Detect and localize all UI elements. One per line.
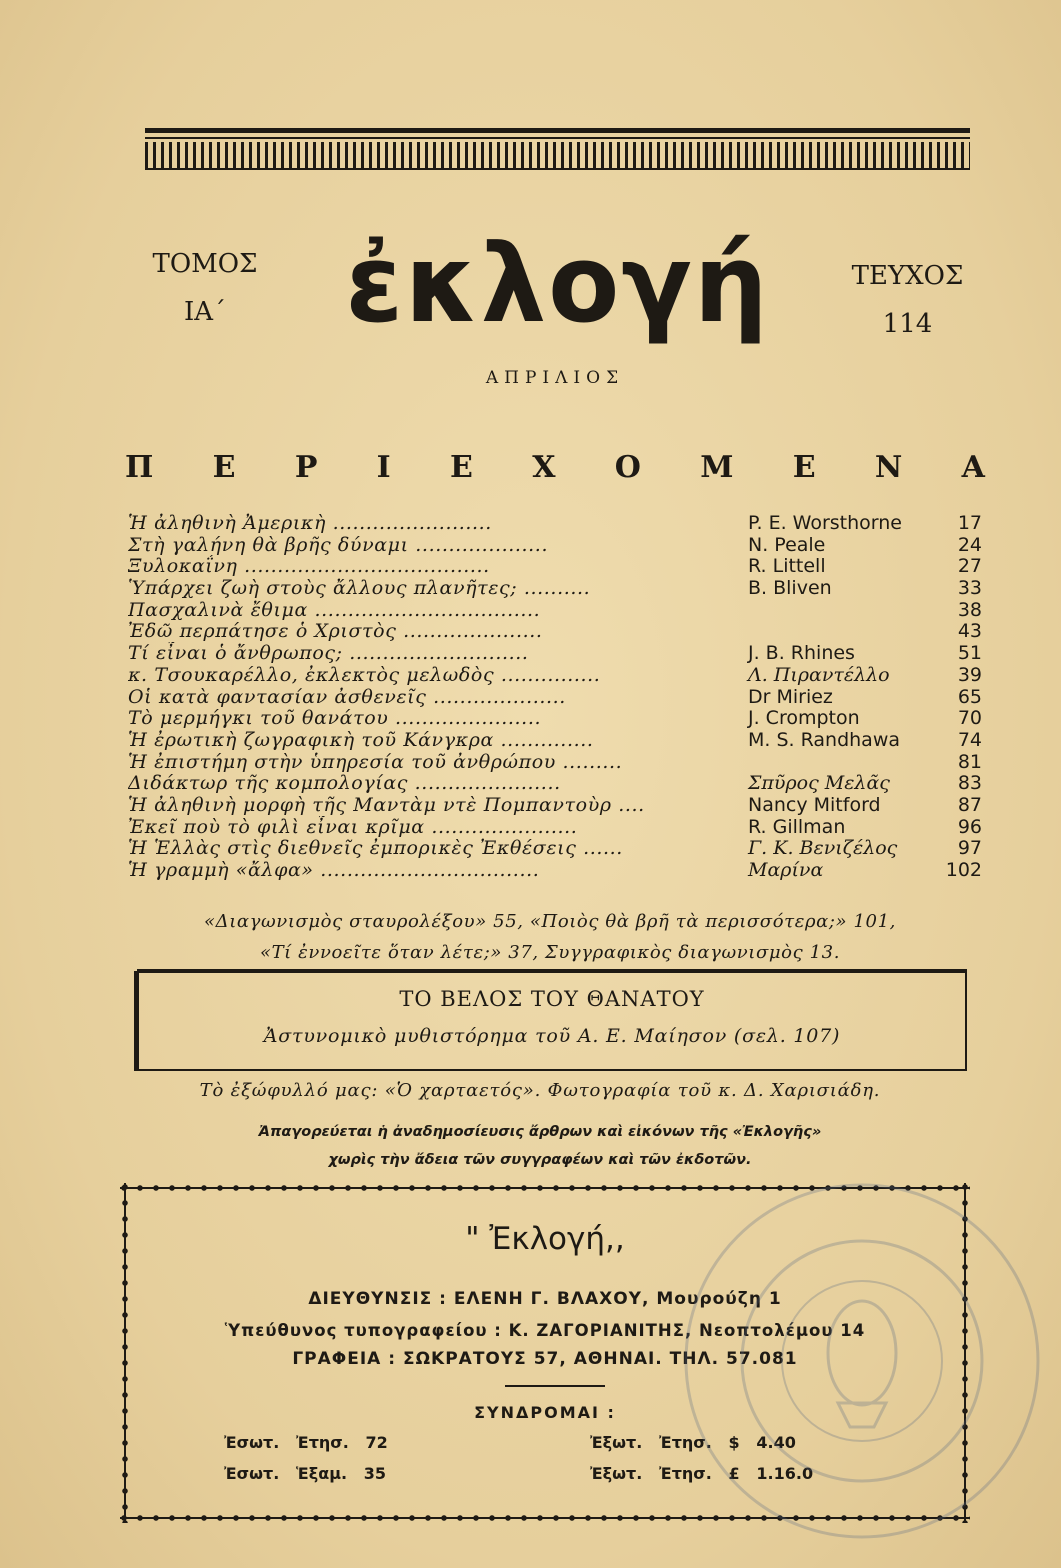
contents-heading-letter: Ρ <box>294 450 318 485</box>
toc-row <box>120 794 988 816</box>
rate-domestic-half: Ἐσωτ. Ἑξαμ. 35 <box>224 1464 387 1483</box>
toc-row <box>120 555 988 577</box>
contents-heading-letter: Ν <box>874 450 903 485</box>
toc-title: Ἡ Ἑλλὰς στὶς διεθνεῖς ἐμπορικὲς Ἐκθέσεις ...... <box>128 837 623 860</box>
extra-features <box>140 906 960 968</box>
toc-page: 27 <box>957 555 982 578</box>
toc-author: Γ. Κ. Βενιζέλος <box>748 837 898 860</box>
imprint-printer: Ὑπεύθυνος τυπογραφείου : Κ. ΖΑΓΟΡΙΑΝΙΤΗΣ, Νεοπτολέμου 14 <box>224 1321 866 1340</box>
cover-note: Τὸ ἐξώφυλλό μας: «Ὁ χαρταετός». Φωτογραφία τοῦ κ. Δ. Χαρισιάδη. <box>199 1080 881 1101</box>
toc-title: Οἱ κατὰ φαντασίαν ἀσθενεῖς .................... <box>128 685 566 708</box>
copyright-line-1: Ἀπαγορεύεται ἡ ἀναδημοσίευσις ἄρθρων καὶ εἰκόνων τῆς «Ἐκλογῆς» <box>258 1124 822 1140</box>
copyright-line-2: χωρὶς τὴν ἄδεια τῶν συγγραφέων καὶ τῶν ἐκδοτῶν. <box>328 1152 752 1168</box>
contents-heading-letter: Μ <box>700 450 734 485</box>
toc-row <box>120 642 988 664</box>
extras-line-2: «Τί ἐννοεῖτε ὅταν λέτε;» 37, Συγγραφικὸς διαγωνισμὸς 13. <box>259 942 841 963</box>
toc-row <box>120 599 988 621</box>
novel-subtitle: Ἀστυνομικὸ μυθιστόρημα τοῦ Α. Ε. Μαίησον (σελ. 107) <box>263 1025 841 1047</box>
rate-domestic-yearly: Ἐσωτ. Ἐτησ. 72 <box>224 1433 388 1452</box>
toc-page: 38 <box>957 598 982 621</box>
toc-title: Τὸ μερμήγκι τοῦ θανάτου ...................... <box>128 707 542 730</box>
contents-heading-letter: Ε <box>450 450 473 485</box>
magazine-logo: ἐκλογή <box>345 222 770 347</box>
toc-author: J. Crompton <box>748 707 860 730</box>
toc-author: P. E. Worsthorne <box>748 512 902 534</box>
issue-value: 114 <box>882 309 933 339</box>
imprint-offices: ΓΡΑΦΕΙΑ : ΣΩΚΡΑΤΟΥΣ 57, ΑΘΗΝΑΙ. ΤΗΛ. 57.081 <box>292 1349 798 1369</box>
toc-page: 33 <box>957 577 982 600</box>
toc-author: R. Gillman <box>748 815 846 838</box>
imprint-title: " Ἐκλογή,, <box>465 1221 625 1257</box>
toc-author: Dr Miriez <box>748 685 833 708</box>
toc-author: Σπῦρος Μελᾶς <box>748 772 890 795</box>
contents-heading <box>125 450 985 485</box>
subscriptions-label: ΣΥΝΔΡΟΜΑΙ : <box>474 1403 616 1422</box>
toc-title: Ἡ ἀληθινὴ μορφὴ τῆς Μαντὰμ ντὲ Πομπαντοὺρ .... <box>128 793 645 816</box>
toc-title: Ἡ ἐπιστήμη στὴν ὑπηρεσία τοῦ ἀνθρώπου ......... <box>128 750 623 773</box>
volume-block <box>150 240 260 336</box>
extras-line-1: «Διαγωνισμὸς σταυρολέξου» 55, «Ποιὸς θὰ βρῆ τὰ περισσότερα;» 101, <box>204 911 896 932</box>
toc-row <box>120 707 988 729</box>
toc-title: Πασχαλινὰ ἔθιμα .................................. <box>128 598 541 621</box>
toc-title: Ξυλοκαΐνη ..................................... <box>128 555 490 578</box>
contents-heading-letter: Ι <box>376 450 391 485</box>
toc-page: 74 <box>957 728 982 751</box>
toc-author: B. Bliven <box>748 577 832 600</box>
toc-title: Τί εἶναι ὁ ἄνθρωπος; ........................... <box>128 642 529 665</box>
toc-row <box>120 577 988 599</box>
toc-row <box>120 729 988 751</box>
toc-title: Στὴ γαλήνη θὰ βρῆς δύναμι .................... <box>128 533 549 556</box>
toc-page: 81 <box>957 750 982 773</box>
toc-title: Ἡ ἐρωτικὴ ζωγραφικὴ τοῦ Κάνγκρα .............. <box>128 728 594 751</box>
toc-title: Ἐκεῖ ποὺ τὸ φιλὶ εἶναι κρῖμα ...................... <box>128 815 578 838</box>
imprint-direction: ΔΙΕΥΘΥΝΣΙΣ : ΕΛΕΝΗ Γ. ΒΛΑΧΟΥ, Μουρούζη 1 <box>308 1289 782 1309</box>
toc-title: κ. Τσουκαρέλλο, ἐκλεκτὸς μελωδὸς ............... <box>128 663 601 686</box>
toc-author: M. S. Randhawa <box>748 728 901 751</box>
top-ornamental-border <box>145 128 970 174</box>
issue-month: ΑΠΡΙΛΙΟΣ <box>485 368 625 388</box>
toc-page: 102 <box>945 859 982 881</box>
toc-row <box>120 751 988 773</box>
toc-page: 96 <box>957 815 982 838</box>
volume-label: ΤΟΜΟΣ <box>152 249 258 279</box>
library-stamp-icon <box>678 1177 1046 1545</box>
toc-page: 51 <box>957 642 982 665</box>
contents-heading-letter: Ε <box>212 450 236 485</box>
novel-box <box>137 971 967 1071</box>
toc-author: J. B. Rhines <box>748 642 855 665</box>
contents-heading-letter: Ε <box>792 450 816 485</box>
toc-row <box>120 620 988 642</box>
toc-title: Ἡ ἀληθινὴ Ἀμερικὴ ........................ <box>128 512 492 534</box>
toc-row <box>120 512 988 534</box>
toc-title: Διδάκτωρ τῆς κομπολογίας ...................... <box>128 772 561 795</box>
volume-value: ΙΑ΄ <box>183 297 227 327</box>
toc-page: 65 <box>957 685 982 708</box>
toc-row <box>120 816 988 838</box>
rate-abroad-dollar: Ἐξωτ. Ἐτησ. $ 4.40 <box>590 1433 796 1452</box>
issue-block <box>840 252 975 348</box>
toc-author: R. Littell <box>748 555 826 578</box>
imprint-divider <box>505 1385 605 1387</box>
toc-page: 17 <box>957 512 982 534</box>
toc-row <box>120 837 988 859</box>
table-of-contents <box>120 512 988 881</box>
rate-abroad-pound: Ἐξωτ. Ἐτησ. £ 1.16.0 <box>590 1464 814 1483</box>
toc-row <box>120 859 988 881</box>
toc-page: 87 <box>957 793 982 816</box>
toc-page: 97 <box>957 837 982 860</box>
toc-title: Ἡ γραμμὴ «ἄλφα» ................................. <box>128 859 540 881</box>
toc-author: Λ. Πιραντέλλο <box>748 663 890 686</box>
novel-title: ΤΟ ΒΕΛΟΣ ΤΟΥ ΘΑΝΑΤΟΥ <box>399 987 705 1011</box>
toc-title: Ὑπάρχει ζωὴ στοὺς ἄλλους πλανῆτες; .......... <box>128 577 591 600</box>
toc-row <box>120 534 988 556</box>
contents-heading-letter: Π <box>125 450 154 485</box>
issue-label: ΤΕΥΧΟΣ <box>851 261 964 291</box>
toc-author: N. Peale <box>748 533 826 556</box>
toc-row <box>120 664 988 686</box>
toc-page: 39 <box>957 663 982 686</box>
contents-heading-letter: Ο <box>614 450 641 485</box>
toc-page: 70 <box>957 707 982 730</box>
toc-row <box>120 686 988 708</box>
contents-heading-letter: Χ <box>532 450 556 485</box>
toc-title: Ἐδῶ περπάτησε ὁ Χριστὸς ..................... <box>128 620 543 643</box>
toc-author: Nancy Mitford <box>748 793 881 816</box>
toc-row <box>120 772 988 794</box>
toc-author: Μαρίνα <box>748 859 824 881</box>
contents-heading-letter: Α <box>961 450 985 485</box>
toc-page: 43 <box>957 620 982 643</box>
toc-page: 83 <box>957 772 982 795</box>
toc-page: 24 <box>957 533 982 556</box>
